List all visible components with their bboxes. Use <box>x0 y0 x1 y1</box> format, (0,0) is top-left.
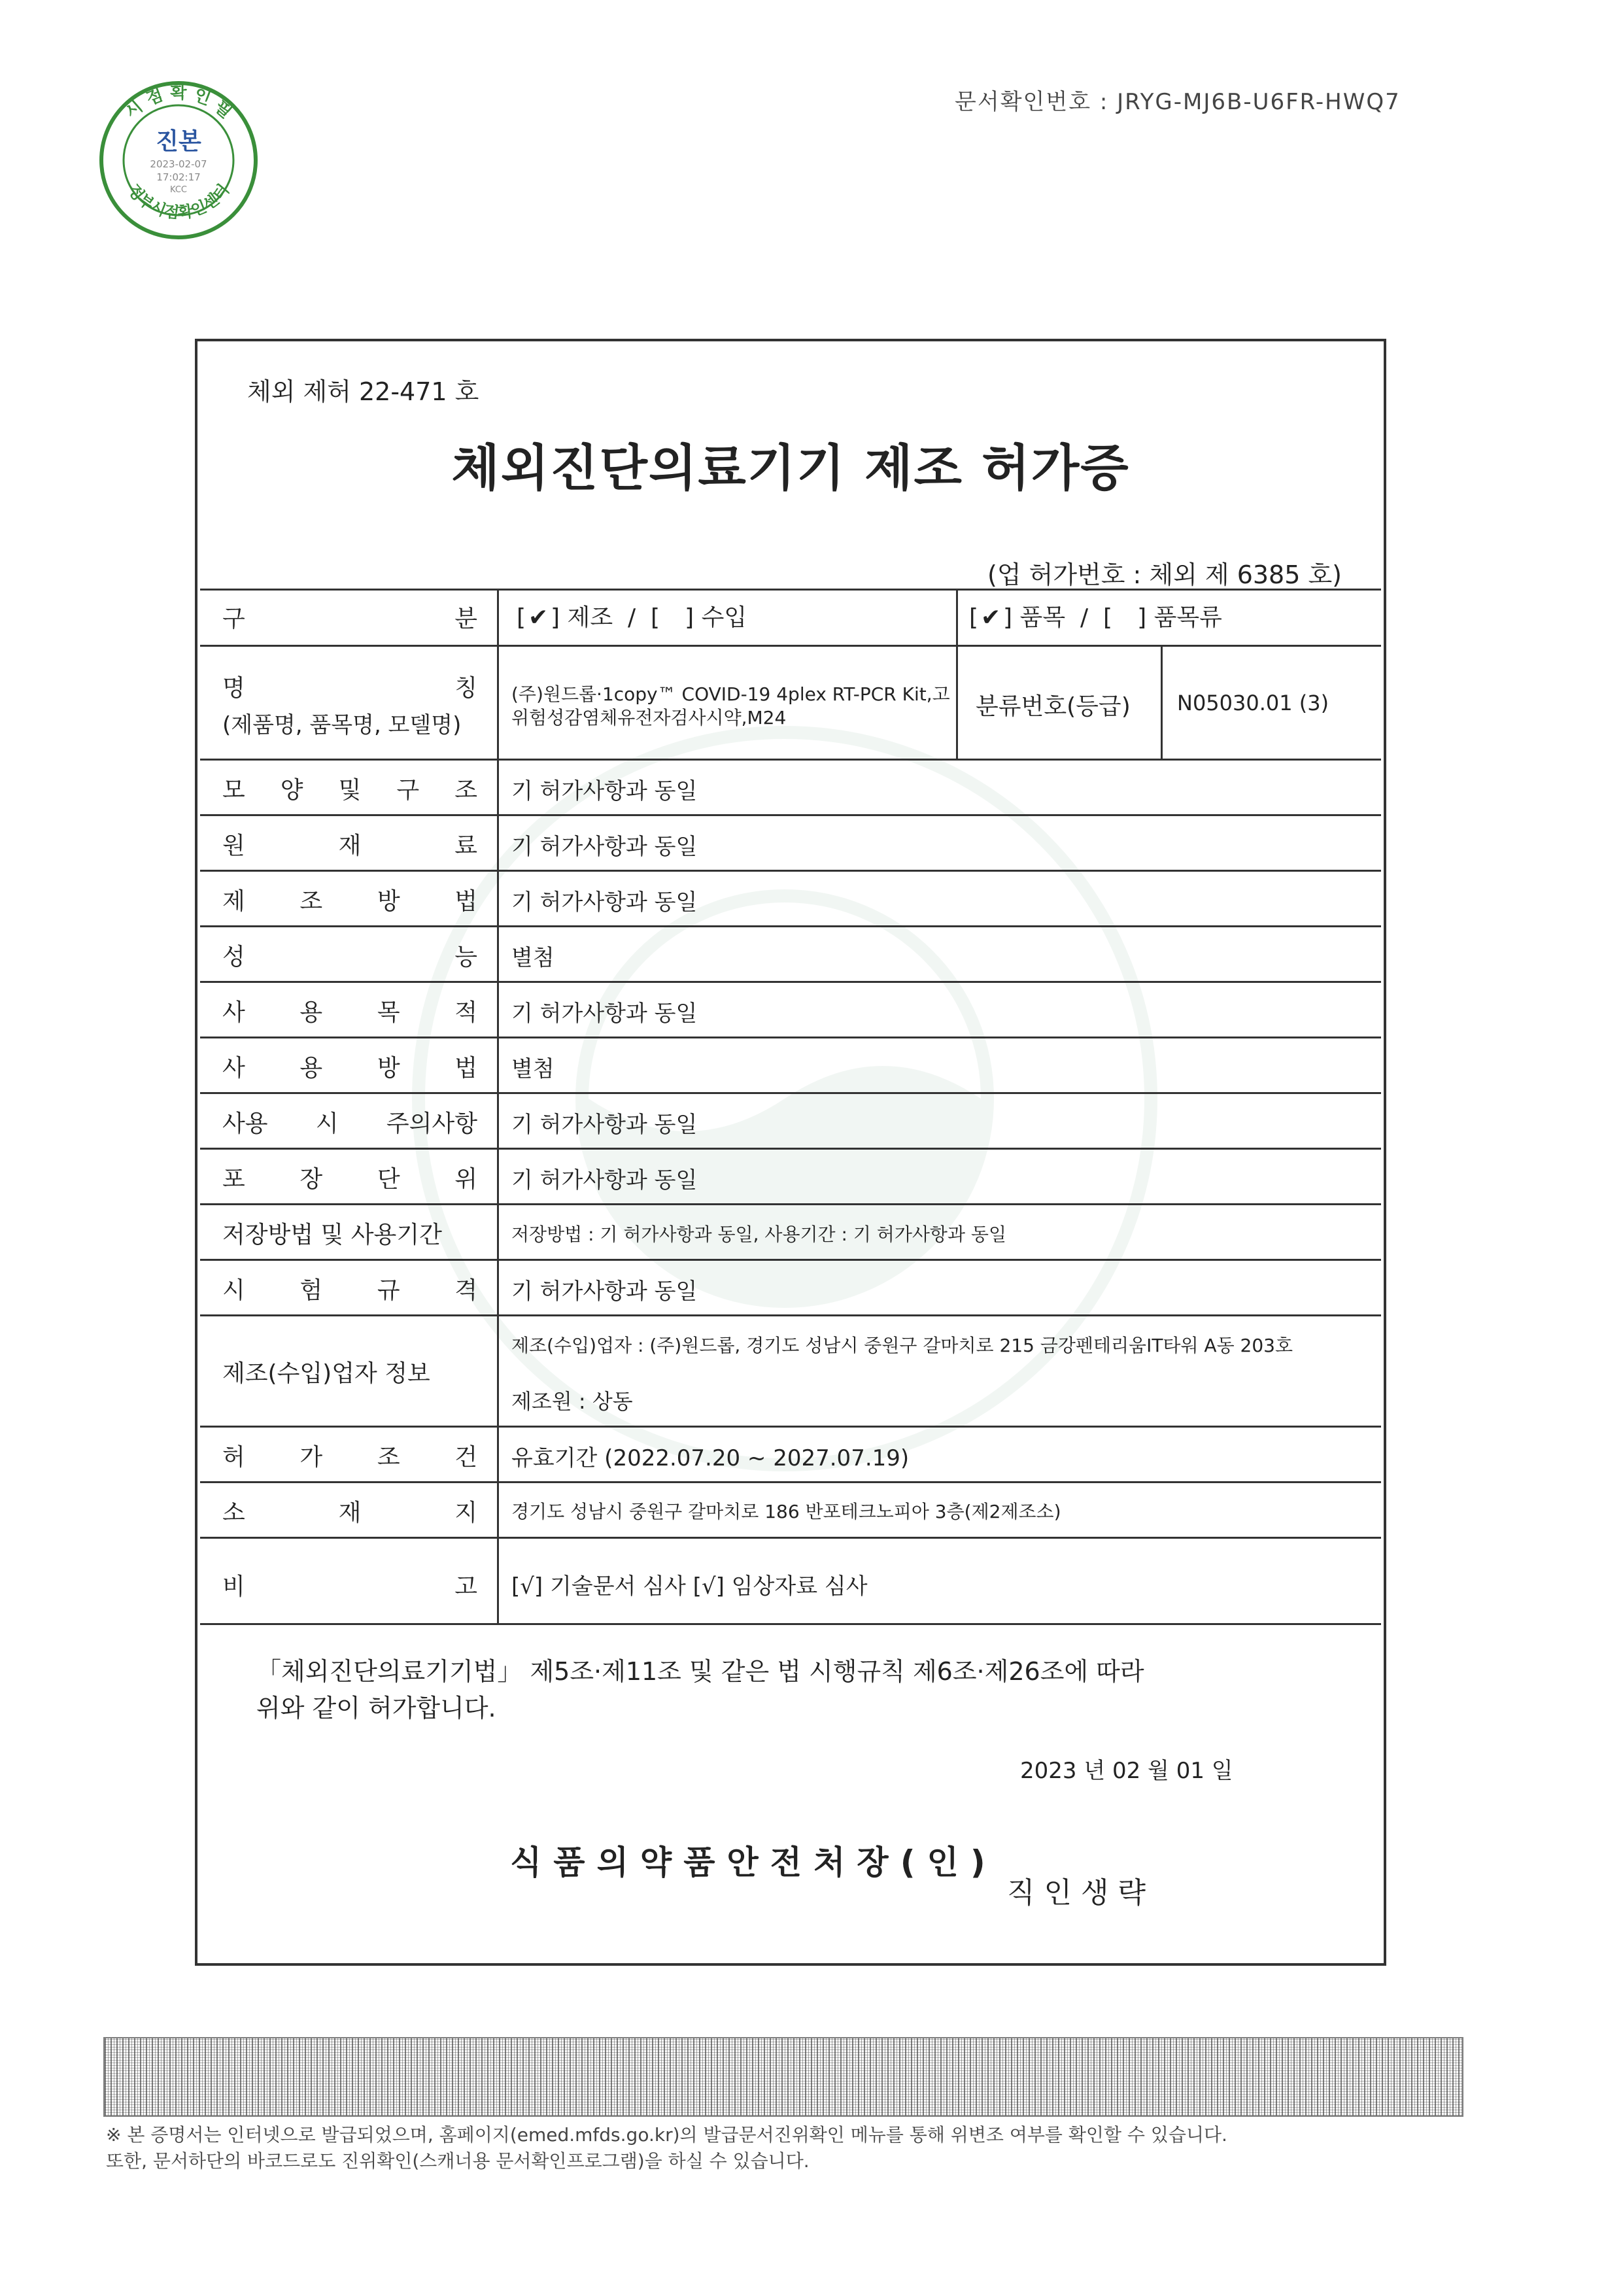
classification-label: 구 분 <box>222 606 477 632</box>
certification-seal-icon <box>97 78 260 242</box>
verification-notice: ※ 본 증명서는 인터넷으로 발급되었으며, 홈페이지(emed.mfds.go.kr)의 발급문서진위확인 메뉴를 통해 위변조 여부를 확인할 수 있습니다. 또한, 문서하단의 바코드로도 진위확인(스캐너용 문서확인프로그램)을 하실 수 있습니다. <box>106 2124 1227 2172</box>
issuing-authority: 식품의약품안전처장(인) <box>510 1843 997 1881</box>
name-label: 명 칭 (제품명, 품목명, 모델명) <box>222 675 477 738</box>
shape-structure-label: 모 양 및 구 조 <box>222 777 477 804</box>
test-spec-label: 시 험 규 격 <box>222 1277 477 1304</box>
conditions-value: 유효기간 (2022.07.20 ~ 2027.07.19) <box>511 1445 910 1471</box>
class-number-value: N05030.01 (3) <box>1177 691 1329 715</box>
item-check-icon: ✔ <box>980 604 1001 631</box>
svg-text:시 점 확 인 필 <box>122 82 236 122</box>
product-name-line1: (주)원드롭·1copy™ COVID-19 4plex RT-PCR Kit,고 <box>511 683 950 705</box>
packaging-unit-value: 기 허가사항과 동일 <box>511 1167 698 1193</box>
classification-item-class: [ ✔ ] 품목 / [ ] 품목류 <box>969 604 1222 631</box>
raw-material-label: 원 재 료 <box>222 832 477 859</box>
manufacturer-info-line1: 제조(수입)업자 : (주)원드롭, 경기도 성남시 중원구 갈마치로 215 금강펜테리움IT타워 A동 203호 <box>511 1335 1293 1356</box>
business-permit-number: (업 허가번호 : 체외 제 6385 호) <box>987 560 1342 589</box>
seal-bottom-text: 정부시점확인센터 <box>124 180 233 222</box>
seal-top-text: 시 점 확 인 필 <box>121 82 236 123</box>
location-label: 소 재 지 <box>222 1499 477 1526</box>
verification-barcode <box>103 2037 1463 2117</box>
class-number-label: 분류번호(등급) <box>976 693 1131 720</box>
raw-material-value: 기 허가사항과 동일 <box>511 834 698 860</box>
manufacturing-method-value: 기 허가사항과 동일 <box>511 889 698 916</box>
precautions-value: 기 허가사항과 동일 <box>511 1112 698 1138</box>
storage-label: 저장방법 및 사용기간 <box>222 1222 442 1248</box>
storage-value: 저장방법 : 기 허가사항과 동일, 사용기간 : 기 허가사항과 동일 <box>511 1224 1007 1245</box>
location-value: 경기도 성남시 중원구 갈마치로 186 반포테크노피아 3층(제2제조소) <box>511 1501 1061 1522</box>
manufacture-check-icon: ✔ <box>528 604 549 631</box>
remarks-value: [√] 기술문서 심사 [√] 임상자료 심사 <box>511 1573 868 1600</box>
manufacturing-method-label: 제 조 방 법 <box>222 888 477 915</box>
seal-omitted: 직인생략 <box>1007 1876 1155 1910</box>
product-name-line2: 위험성감염체유전자검사시약,M24 <box>511 707 787 728</box>
intended-use-label: 사 용 목 적 <box>222 999 477 1026</box>
intended-use-value: 기 허가사항과 동일 <box>511 1001 698 1027</box>
classification-manufacture-import: [ ✔ ] 제조 / [ ] 수입 <box>517 604 747 631</box>
remarks-label: 비 고 <box>222 1573 477 1600</box>
legal-basis: 「체외진단의료기기법」 제5조·제11조 및 같은 법 시행규칙 제6조·제26조에 따라 위와 같이 허가합니다. <box>256 1657 1144 1722</box>
performance-label: 성 능 <box>222 944 477 970</box>
manufacturer-info-label: 제조(수입)업자 정보 <box>222 1360 430 1387</box>
packaging-unit-label: 포 장 단 위 <box>222 1166 477 1193</box>
issue-date: 2023 년 02 월 01 일 <box>1020 1758 1233 1784</box>
document-check-number: 문서확인번호 : JRYG-MJ6B-U6FR-HWQ7 <box>955 89 1401 115</box>
usage-method-label: 사 용 방 법 <box>222 1055 477 1082</box>
seal-center-text: 진본 <box>156 128 201 155</box>
usage-method-value: 별첨 <box>511 1056 555 1082</box>
seal-time: 17:02:17 <box>156 171 201 183</box>
watermark-emblem-icon <box>392 706 1177 1491</box>
test-spec-value: 기 허가사항과 동일 <box>511 1278 698 1305</box>
conditions-label: 허 가 조 건 <box>222 1444 477 1471</box>
manufacturer-info-line2: 제조원 : 상동 <box>511 1389 633 1414</box>
permit-number: 체외 제허 22-471 호 <box>247 377 479 406</box>
precautions-label: 사용 시 주의사항 <box>222 1110 477 1137</box>
shape-structure-value: 기 허가사항과 동일 <box>511 778 698 804</box>
seal-date: 2023-02-07 <box>150 158 207 170</box>
seal-code: KCC <box>170 185 187 195</box>
page-title: 체외진단의료기기 제조 허가증 <box>451 439 1130 497</box>
performance-value: 별첨 <box>511 945 555 971</box>
